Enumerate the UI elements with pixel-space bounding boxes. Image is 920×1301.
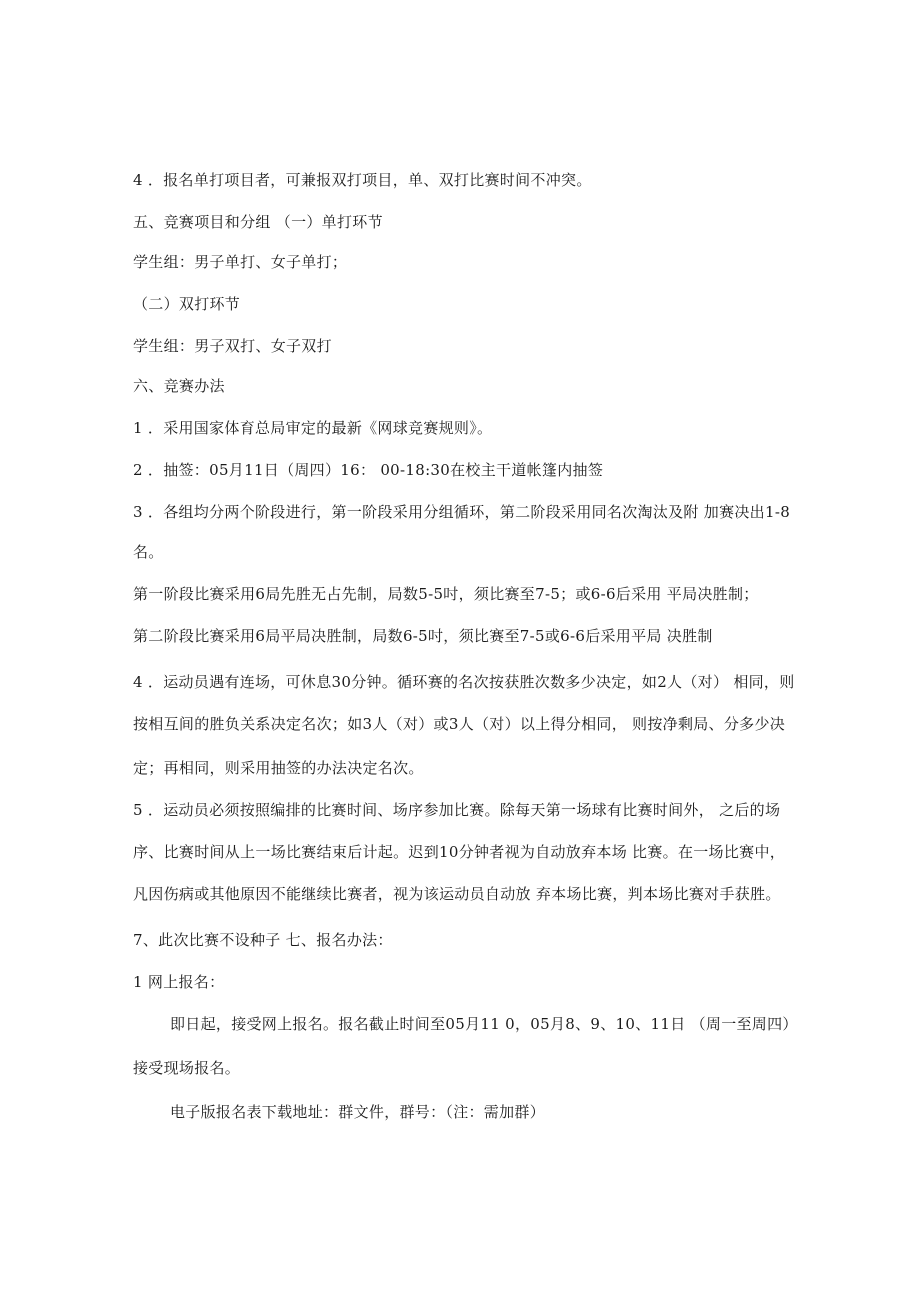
onsite-registration-text: 接受现场报名。: [133, 1059, 241, 1077]
stage-1-format: 第一阶段比赛采用6局先胜无占先制，局数5-5吋，须比赛至7-5；或6-6后采用 平局决胜制；: [133, 585, 759, 603]
doubles-subheading: （二）双打环节: [133, 295, 241, 313]
rule-5-text: 5 ．运动员必须按照编排的比赛时间、场序参加比赛。除每天第一场球有比赛时间外， 之后的场: [133, 801, 781, 819]
stage-2-format: 第二阶段比赛采用6局平局决胜制，局数6-5吋，须比赛至7-5或6-6后采用平局 决胜制: [133, 627, 713, 645]
registration-deadline-text: 即日起，接受网上报名。报名截止时间至05月11 0，05月8、9、10、11日 （周一至周四）: [170, 1015, 798, 1033]
rule-4-text: 4 ．运动员遇有连场，可休息30分钟。循环赛的名次按获胜次数多少决定，如2人（对） 相同，则: [133, 673, 795, 691]
rule-5-text-cont-1: 序、比赛时间从上一场比赛结束后计起。迟到10分钟者视为自动放弃本场 比赛。在一场比赛中，: [133, 843, 786, 861]
rule-5-text-cont-2: 凡因伤病或其他原因不能继续比赛者，视为该运动员自动放 弃本场比赛，判本场比赛对手获胜。: [133, 885, 781, 903]
rule-3-text: 3 ．各组均分两个阶段进行，第一阶段采用分组循环，第二阶段采用同名次淘汰及附 加赛决出1-8: [133, 503, 791, 521]
rule-3-text-cont: 名。: [133, 543, 164, 561]
rule-4-text-cont-2: 定；再相同，则采用抽签的办法决定名次。: [133, 759, 424, 777]
student-doubles-group: 学生组：男子双打、女子双打: [133, 337, 332, 355]
seeding-and-section-7-heading: 7、此次比赛不设种子 七、报名办法：: [133, 931, 393, 949]
rule-4-text-cont-1: 按相互间的胜负关系决定名次；如3人（对）或3人（对）以上得分相同， 则按净剩局、分多少决: [133, 715, 786, 733]
rule-1-text: 1 ．采用国家体育总局审定的最新《网球竞赛规则》。: [133, 419, 493, 437]
online-registration-heading: 1 网上报名：: [133, 973, 225, 991]
section-5-heading: 五、竞赛项目和分组 （一）单打环节: [133, 213, 383, 231]
rule-2-text: 2 ．抽签：05月11日（周四）16： 00-18:30在校主干道帐篷内抽签: [133, 461, 604, 479]
student-singles-group: 学生组：男子单打、女子单打；: [133, 253, 348, 271]
section-6-heading: 六、竞赛办法: [133, 377, 225, 395]
clause-4-doubles-rule: 4 ．报名单打项目者，可兼报双打项目，单、双打比赛时间不冲突。: [133, 171, 592, 189]
download-address-text: 电子版报名表下载地址：群文件，群号：（注：需加群）: [170, 1103, 546, 1121]
